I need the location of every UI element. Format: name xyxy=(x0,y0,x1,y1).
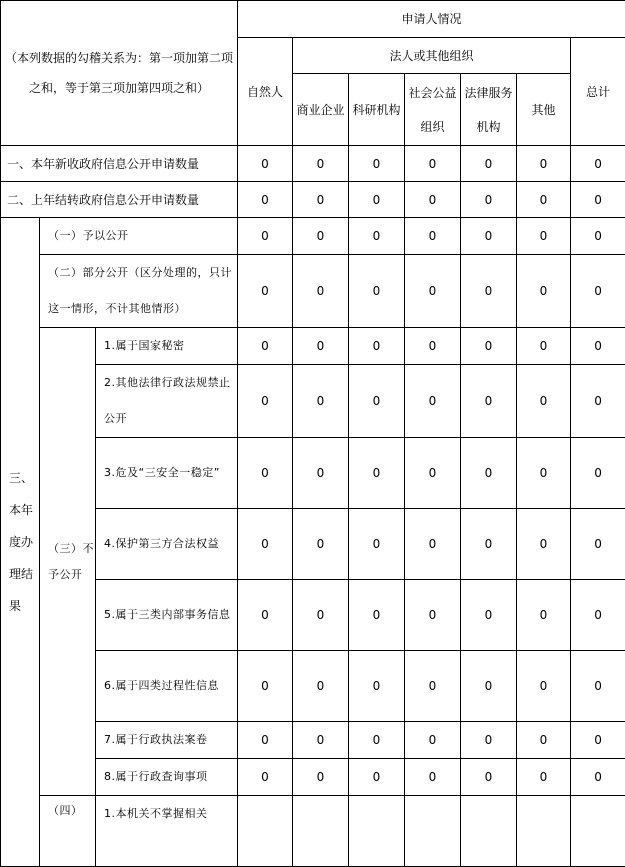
value-cell: 0 xyxy=(571,146,625,182)
section-3-3-label: （三）不予公开 xyxy=(40,328,96,796)
value-cell: 0 xyxy=(238,255,293,328)
value-cell: 0 xyxy=(349,365,405,438)
value-cell: 0 xyxy=(517,218,571,255)
commercial-enterprise-header: 商业企业 xyxy=(293,74,349,146)
value-cell: 0 xyxy=(238,651,293,722)
row-label: 8.属于行政查询事项 xyxy=(96,759,238,796)
value-cell: 0 xyxy=(461,146,517,182)
total-header: 总计 xyxy=(571,38,625,146)
row-label: 一、本年新收政府信息公开申请数量 xyxy=(1,146,238,182)
value-cell: 0 xyxy=(293,328,349,365)
value-cell: 0 xyxy=(461,328,517,365)
value-cell: 0 xyxy=(517,438,571,509)
value-cell: 0 xyxy=(349,438,405,509)
value-cell: 0 xyxy=(349,580,405,651)
value-cell: 0 xyxy=(571,365,625,438)
value-cell: 0 xyxy=(571,182,625,218)
value-cell xyxy=(405,796,461,867)
value-cell: 0 xyxy=(517,255,571,328)
value-cell: 0 xyxy=(349,509,405,580)
natural-person-header: 自然人 xyxy=(238,38,293,146)
value-cell: 0 xyxy=(349,255,405,328)
value-cell: 0 xyxy=(461,218,517,255)
value-cell: 0 xyxy=(293,146,349,182)
value-cell: 0 xyxy=(405,365,461,438)
value-cell: 0 xyxy=(517,365,571,438)
value-cell: 0 xyxy=(571,509,625,580)
value-cell: 0 xyxy=(349,722,405,759)
value-cell: 0 xyxy=(349,759,405,796)
value-cell: 0 xyxy=(517,651,571,722)
value-cell: 0 xyxy=(571,438,625,509)
value-cell: 0 xyxy=(461,438,517,509)
other-header: 其他 xyxy=(517,74,571,146)
value-cell: 0 xyxy=(238,328,293,365)
legal-service-org-header: 法律服务机构 xyxy=(461,74,517,146)
value-cell: 0 xyxy=(238,146,293,182)
row-label: 5.属于三类内部事务信息 xyxy=(96,580,238,651)
value-cell xyxy=(571,796,625,867)
row-label: 二、上年结转政府信息公开申请数量 xyxy=(1,182,238,218)
table-row xyxy=(1,218,625,255)
table-row xyxy=(1,146,625,182)
table-row xyxy=(1,328,625,365)
row-label: 7.属于行政执法案卷 xyxy=(96,722,238,759)
value-cell: 0 xyxy=(293,255,349,328)
value-cell: 0 xyxy=(571,255,625,328)
value-cell: 0 xyxy=(461,759,517,796)
value-cell: 0 xyxy=(461,580,517,651)
value-cell: 0 xyxy=(461,182,517,218)
value-cell: 0 xyxy=(293,509,349,580)
value-cell xyxy=(293,796,349,867)
value-cell: 0 xyxy=(405,146,461,182)
value-cell: 0 xyxy=(517,182,571,218)
value-cell xyxy=(461,796,517,867)
value-cell: 0 xyxy=(349,146,405,182)
value-cell: 0 xyxy=(238,722,293,759)
value-cell: 0 xyxy=(349,218,405,255)
research-institution-header: 科研机构 xyxy=(349,74,405,146)
row-label: 2.其他法律行政法规禁止公开 xyxy=(96,365,238,438)
value-cell: 0 xyxy=(349,328,405,365)
value-cell: 0 xyxy=(571,759,625,796)
value-cell: 0 xyxy=(571,651,625,722)
value-cell: 0 xyxy=(405,328,461,365)
row-label: 4.保护第三方合法权益 xyxy=(96,509,238,580)
value-cell: 0 xyxy=(461,651,517,722)
value-cell: 0 xyxy=(293,365,349,438)
row-label: 6.属于四类过程性信息 xyxy=(96,651,238,722)
value-cell: 0 xyxy=(405,509,461,580)
note-cell: （本列数据的勾稽关系为：第一项加第二项之和，等于第三项加第四项之和） xyxy=(1,1,238,146)
value-cell: 0 xyxy=(293,759,349,796)
value-cell: 0 xyxy=(517,722,571,759)
value-cell: 0 xyxy=(238,438,293,509)
value-cell: 0 xyxy=(238,759,293,796)
section-3-4-label: （四） xyxy=(40,796,96,867)
value-cell: 0 xyxy=(238,580,293,651)
value-cell: 0 xyxy=(405,722,461,759)
value-cell: 0 xyxy=(405,255,461,328)
value-cell: 0 xyxy=(517,580,571,651)
value-cell: 0 xyxy=(571,580,625,651)
value-cell: 0 xyxy=(517,759,571,796)
value-cell: 0 xyxy=(405,580,461,651)
row-label: 1.本机关不掌握相关 xyxy=(96,796,238,867)
value-cell: 0 xyxy=(293,182,349,218)
table-row xyxy=(1,255,625,328)
row-label: （二）部分公开（区分处理的，只计这一情形，不计其他情形） xyxy=(40,255,238,328)
value-cell: 0 xyxy=(349,182,405,218)
value-cell xyxy=(238,796,293,867)
value-cell: 0 xyxy=(517,146,571,182)
value-cell: 0 xyxy=(293,722,349,759)
value-cell: 0 xyxy=(461,722,517,759)
section-3-label: 三、本年度办理结果 xyxy=(1,218,40,867)
value-cell xyxy=(517,796,571,867)
value-cell: 0 xyxy=(405,759,461,796)
value-cell: 0 xyxy=(405,218,461,255)
value-cell: 0 xyxy=(238,218,293,255)
value-cell: 0 xyxy=(238,365,293,438)
value-cell: 0 xyxy=(461,509,517,580)
value-cell: 0 xyxy=(405,651,461,722)
value-cell: 0 xyxy=(293,651,349,722)
applicant-situation-header: 申请人情况 xyxy=(238,1,625,38)
value-cell: 0 xyxy=(405,182,461,218)
table-row xyxy=(1,182,625,218)
value-cell: 0 xyxy=(571,328,625,365)
value-cell: 0 xyxy=(293,580,349,651)
value-cell: 0 xyxy=(405,438,461,509)
row-label: （一）予以公开 xyxy=(40,218,238,255)
value-cell: 0 xyxy=(238,509,293,580)
value-cell: 0 xyxy=(517,328,571,365)
value-cell: 0 xyxy=(571,218,625,255)
social-welfare-org-header: 社会公益组织 xyxy=(405,74,461,146)
value-cell: 0 xyxy=(293,438,349,509)
value-cell: 0 xyxy=(461,365,517,438)
legal-or-other-org-header: 法人或其他组织 xyxy=(293,38,571,74)
value-cell: 0 xyxy=(461,255,517,328)
table-row xyxy=(1,796,625,867)
row-label: 1.属于国家秘密 xyxy=(96,328,238,365)
value-cell: 0 xyxy=(517,509,571,580)
row-label: 3.危及“三安全一稳定” xyxy=(96,438,238,509)
value-cell: 0 xyxy=(571,722,625,759)
value-cell xyxy=(349,796,405,867)
value-cell: 0 xyxy=(349,651,405,722)
value-cell: 0 xyxy=(238,182,293,218)
value-cell: 0 xyxy=(293,218,349,255)
